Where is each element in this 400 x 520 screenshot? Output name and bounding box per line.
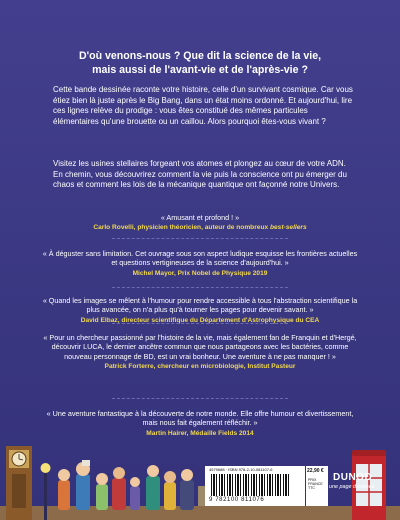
quote-author: David Elbaz, directeur scientifique du Département d'Astrophysique du CEA xyxy=(80,316,320,324)
price-box xyxy=(306,466,328,506)
quote-separator xyxy=(112,287,288,288)
quote-author: Michel Mayor, Prix Nobel de Physique 2019 xyxy=(132,269,268,277)
quote-elbaz xyxy=(40,296,360,325)
grandfather-clock xyxy=(6,446,32,520)
isbn-code: 4579688 · ISBN 978-2-10-081107-6 xyxy=(209,467,273,472)
quote-hairer xyxy=(40,409,360,438)
quote-text: « À déguster sans limitation. Cet ouvrage sous son aspect ludique esquisse les frontières actuelles et questions vertigineuses de la science d'aujourd'hui. » xyxy=(42,249,358,268)
characters-crowd xyxy=(58,460,206,510)
price-amount: 22,90 € xyxy=(307,468,324,474)
quote-separator xyxy=(112,238,288,239)
quote-author-italic: best-sellers xyxy=(269,224,307,232)
quote-separator xyxy=(112,323,288,324)
barcode-digits: 9 782100 811076 xyxy=(209,497,265,503)
journey-paragraph: Visitez les usines stellaires forgeant vos atomes et plongez au cœur de votre ADN. En chemin, vous découvrirez comment la vie puis la conscience ont pu émerger du chaos et comment les lois de la mécanique quantique ont façonné notre Univers. xyxy=(53,159,347,190)
quote-text: « Amusant et profond ! » xyxy=(160,213,240,222)
publisher-name: DUNOD xyxy=(333,472,373,483)
quote-text: « Quand les images se mêlent à l'humour pour rendre accessible à tous l'abstraction scientifique la plus avancée, on n'a plus qu'à tourner les pages pour devenir savant. » xyxy=(42,296,358,315)
quote-separator xyxy=(112,398,288,399)
quote-forterre xyxy=(40,333,360,372)
quote-author: Martin Hairer, Médaille Fields 2014 xyxy=(146,429,254,437)
price-label: PRIX FRANCE TTC xyxy=(308,478,323,491)
headline-line-1: D'où venons-nous ? Que dit la science de la vie, xyxy=(78,50,322,62)
barcode-bars xyxy=(211,474,289,496)
headline-line-2: mais aussi de l'avant-vie et de l'après-vie ? xyxy=(92,64,308,76)
publisher-tagline: une page d'avance xyxy=(329,484,375,490)
headline xyxy=(44,49,356,77)
barcode xyxy=(205,466,305,506)
quote-mayor xyxy=(40,249,360,278)
intro-paragraph: Cette bande dessinée raconte votre histoire, celle d'un survivant cosmique. Car vous étiez bien là juste après le Big Bang, dans un état moins ordonné. Et aujourd'hui, lire ces lignes relève du prodige : vous êtes constitué des mêmes particules élémentaires qu'une brouette ou un caillou. Alors pourquoi êtes-vous vivant ? xyxy=(53,85,353,126)
quote-author-name: Carlo Rovelli, physicien théoricien, auteur de nombreux xyxy=(93,224,269,232)
quote-text: « Pour un chercheur passionné par l'histoire de la vie, mais également fan de Franquin et d'Hergé, découvrir LUCA, le dernier ancêtre commun que nous partageons avec les bactéries, comme nouveau personnage de BD, est un vrai bonheur. Une aventure à ne pas manquer ! » xyxy=(43,333,357,361)
publisher-logo xyxy=(327,472,387,494)
quote-author: Patrick Forterre, chercheur en microbiologie, Institut Pasteur xyxy=(104,363,296,371)
quote-text: « Une aventure fantastique à la découverte de notre monde. Elle offre humour et divertissement, mais nous fait également réfléchir. » xyxy=(46,409,354,428)
quote-rovelli xyxy=(40,213,360,233)
quote-author xyxy=(40,223,360,232)
